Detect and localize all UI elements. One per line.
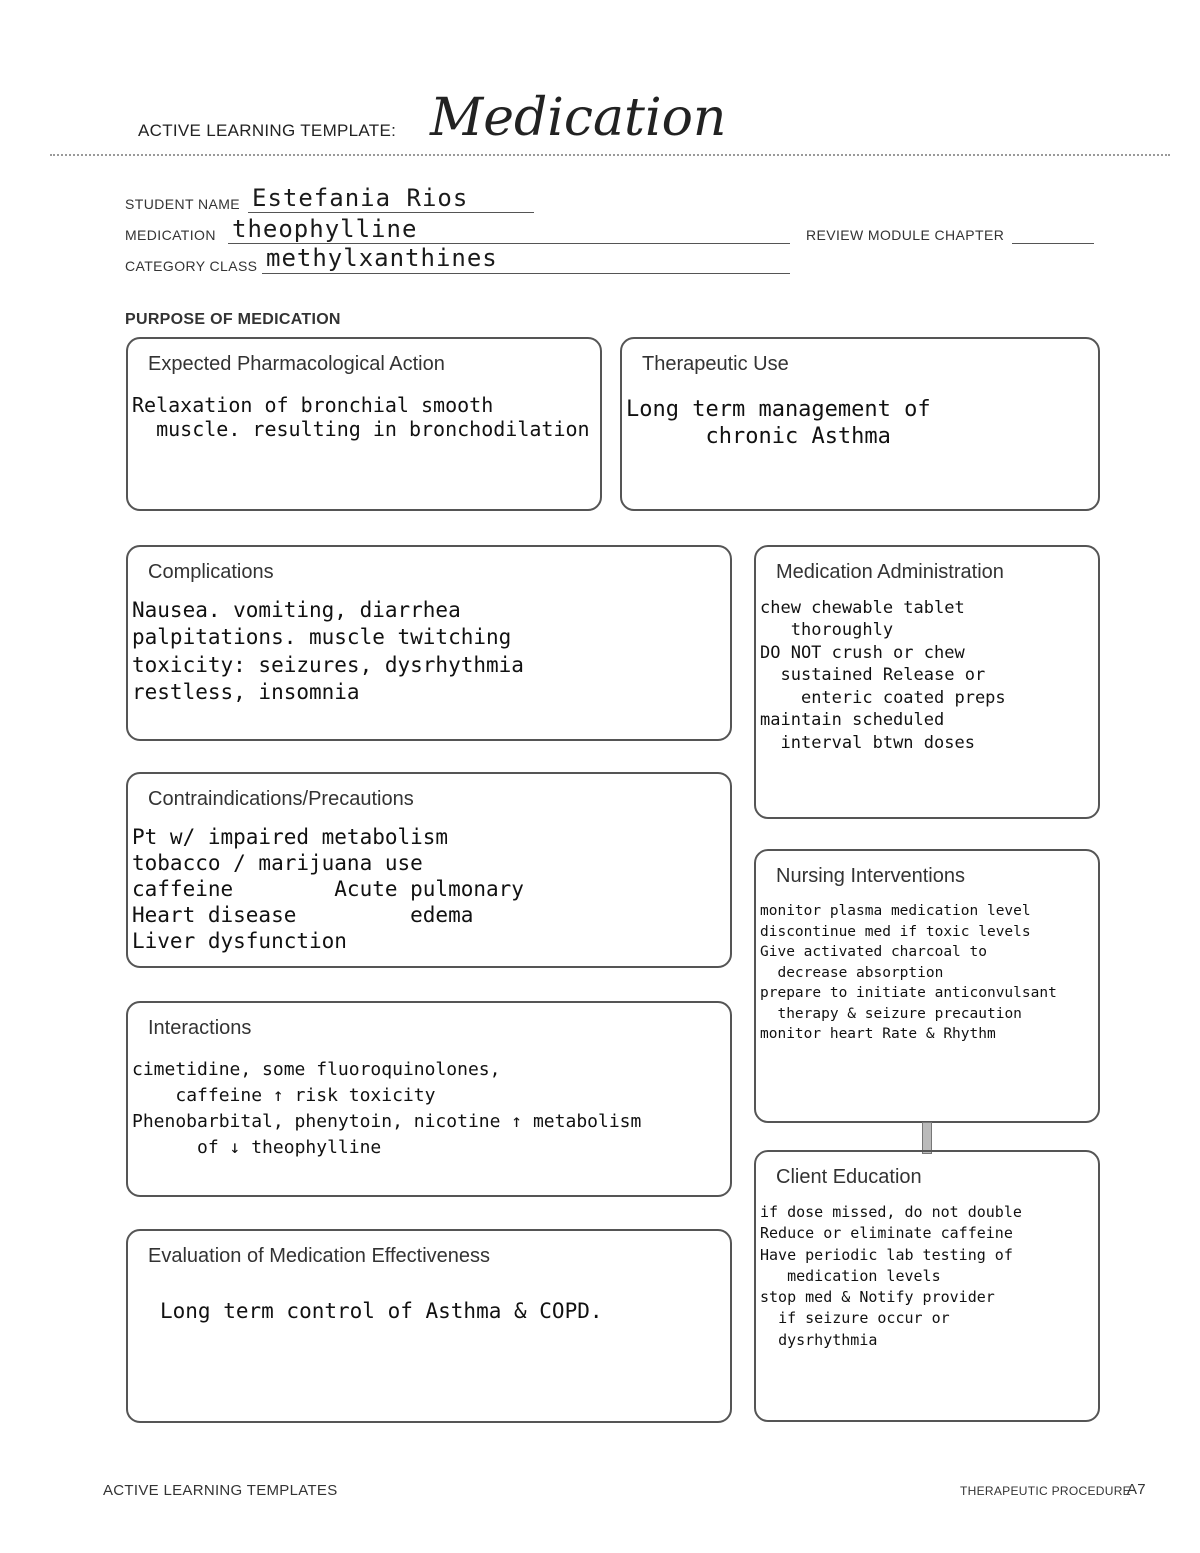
expected-action-text: Relaxation of bronchial smooth muscle. resulting in bronchodilation [132,393,590,442]
evaluation-box [126,1229,732,1423]
client-education-text: if dose missed, do not double Reduce or eliminate caffeine Have periodic lab testing of medication levels stop med & Notify provider if seizure occur or dysrhythmia [760,1203,1022,1349]
therapeutic-use-title: Therapeutic Use [642,353,789,375]
contraindications-title: Contraindications/Precautions [148,788,414,810]
medication-label: MEDICATION [125,227,216,243]
therapeutic-use-text: Long term management of chronic Asthma [626,397,931,449]
contraindications-box [126,772,732,968]
evaluation-title: Evaluation of Medication Effectiveness [148,1245,491,1267]
interactions-box [126,1001,732,1197]
complications-box [126,545,732,741]
footer-left-label: ACTIVE LEARNING TEMPLATES [103,1482,338,1499]
student-name-label: STUDENT NAME [125,196,240,212]
review-module-label: REVIEW MODULE CHAPTER [806,227,1005,243]
complications-text: Nausea. vomiting, diarrhea palpitations. muscle twitching toxicity: seizures, dysrhythmia restless, insomnia [132,598,524,704]
medication-administration-box [754,545,1100,819]
client-education-box [754,1150,1100,1422]
client-education-title: Client Education [776,1166,922,1188]
page-title: Medication [430,88,727,148]
evaluation-text: Long term control of Asthma & COPD. [160,1299,603,1323]
interactions-title: Interactions [148,1017,252,1039]
student-name-value: Estefania Rios [252,184,469,212]
therapeutic-use-box [620,337,1100,511]
student-name-line [248,212,534,213]
medication-value: theophylline [232,215,418,243]
header-divider [50,154,1170,156]
page-number: A7 [1127,1481,1146,1498]
category-class-line [262,273,790,274]
template-label: ACTIVE LEARNING TEMPLATE: [138,121,397,140]
nursing-interventions-box [754,849,1100,1123]
medication-administration-text: chew chewable tablet thoroughly DO NOT crush or chew sustained Release or enteric coated preps maintain scheduled interval btwn doses [760,598,1006,753]
category-class-label: CATEGORY CLASS [125,258,258,274]
contraindications-text: Pt w/ impaired metabolism tobacco / marijuana use caffeine Acute pulmonary Heart disease edema Liver dysfunction [132,825,524,954]
purpose-label: PURPOSE OF MEDICATION [125,311,341,328]
nursing-interventions-title: Nursing Interventions [776,865,965,887]
footer-section-label: THERAPEUTIC PROCEDURE [960,1484,1131,1498]
review-module-line [1012,243,1094,244]
category-class-value: methylxanthines [266,244,498,272]
nursing-interventions-text: monitor plasma medication level discontinue med if toxic levels Give activated charcoal to decrease absorption prepare to initiate anticonvulsant therapy & seizure precaution monitor heart Rate & Rhythm [760,903,1057,1043]
expected-action-box [126,337,602,511]
expected-action-title: Expected Pharmacological Action [148,353,445,375]
complications-title: Complications [148,561,274,583]
medication-administration-title: Medication Administration [776,561,1004,583]
interactions-text: cimetidine, some fluoroquinolones, caffeine ↑ risk toxicity Phenobarbital, phenytoin, nicotine ↑ metabolism of ↓ theophylline [132,1059,642,1159]
